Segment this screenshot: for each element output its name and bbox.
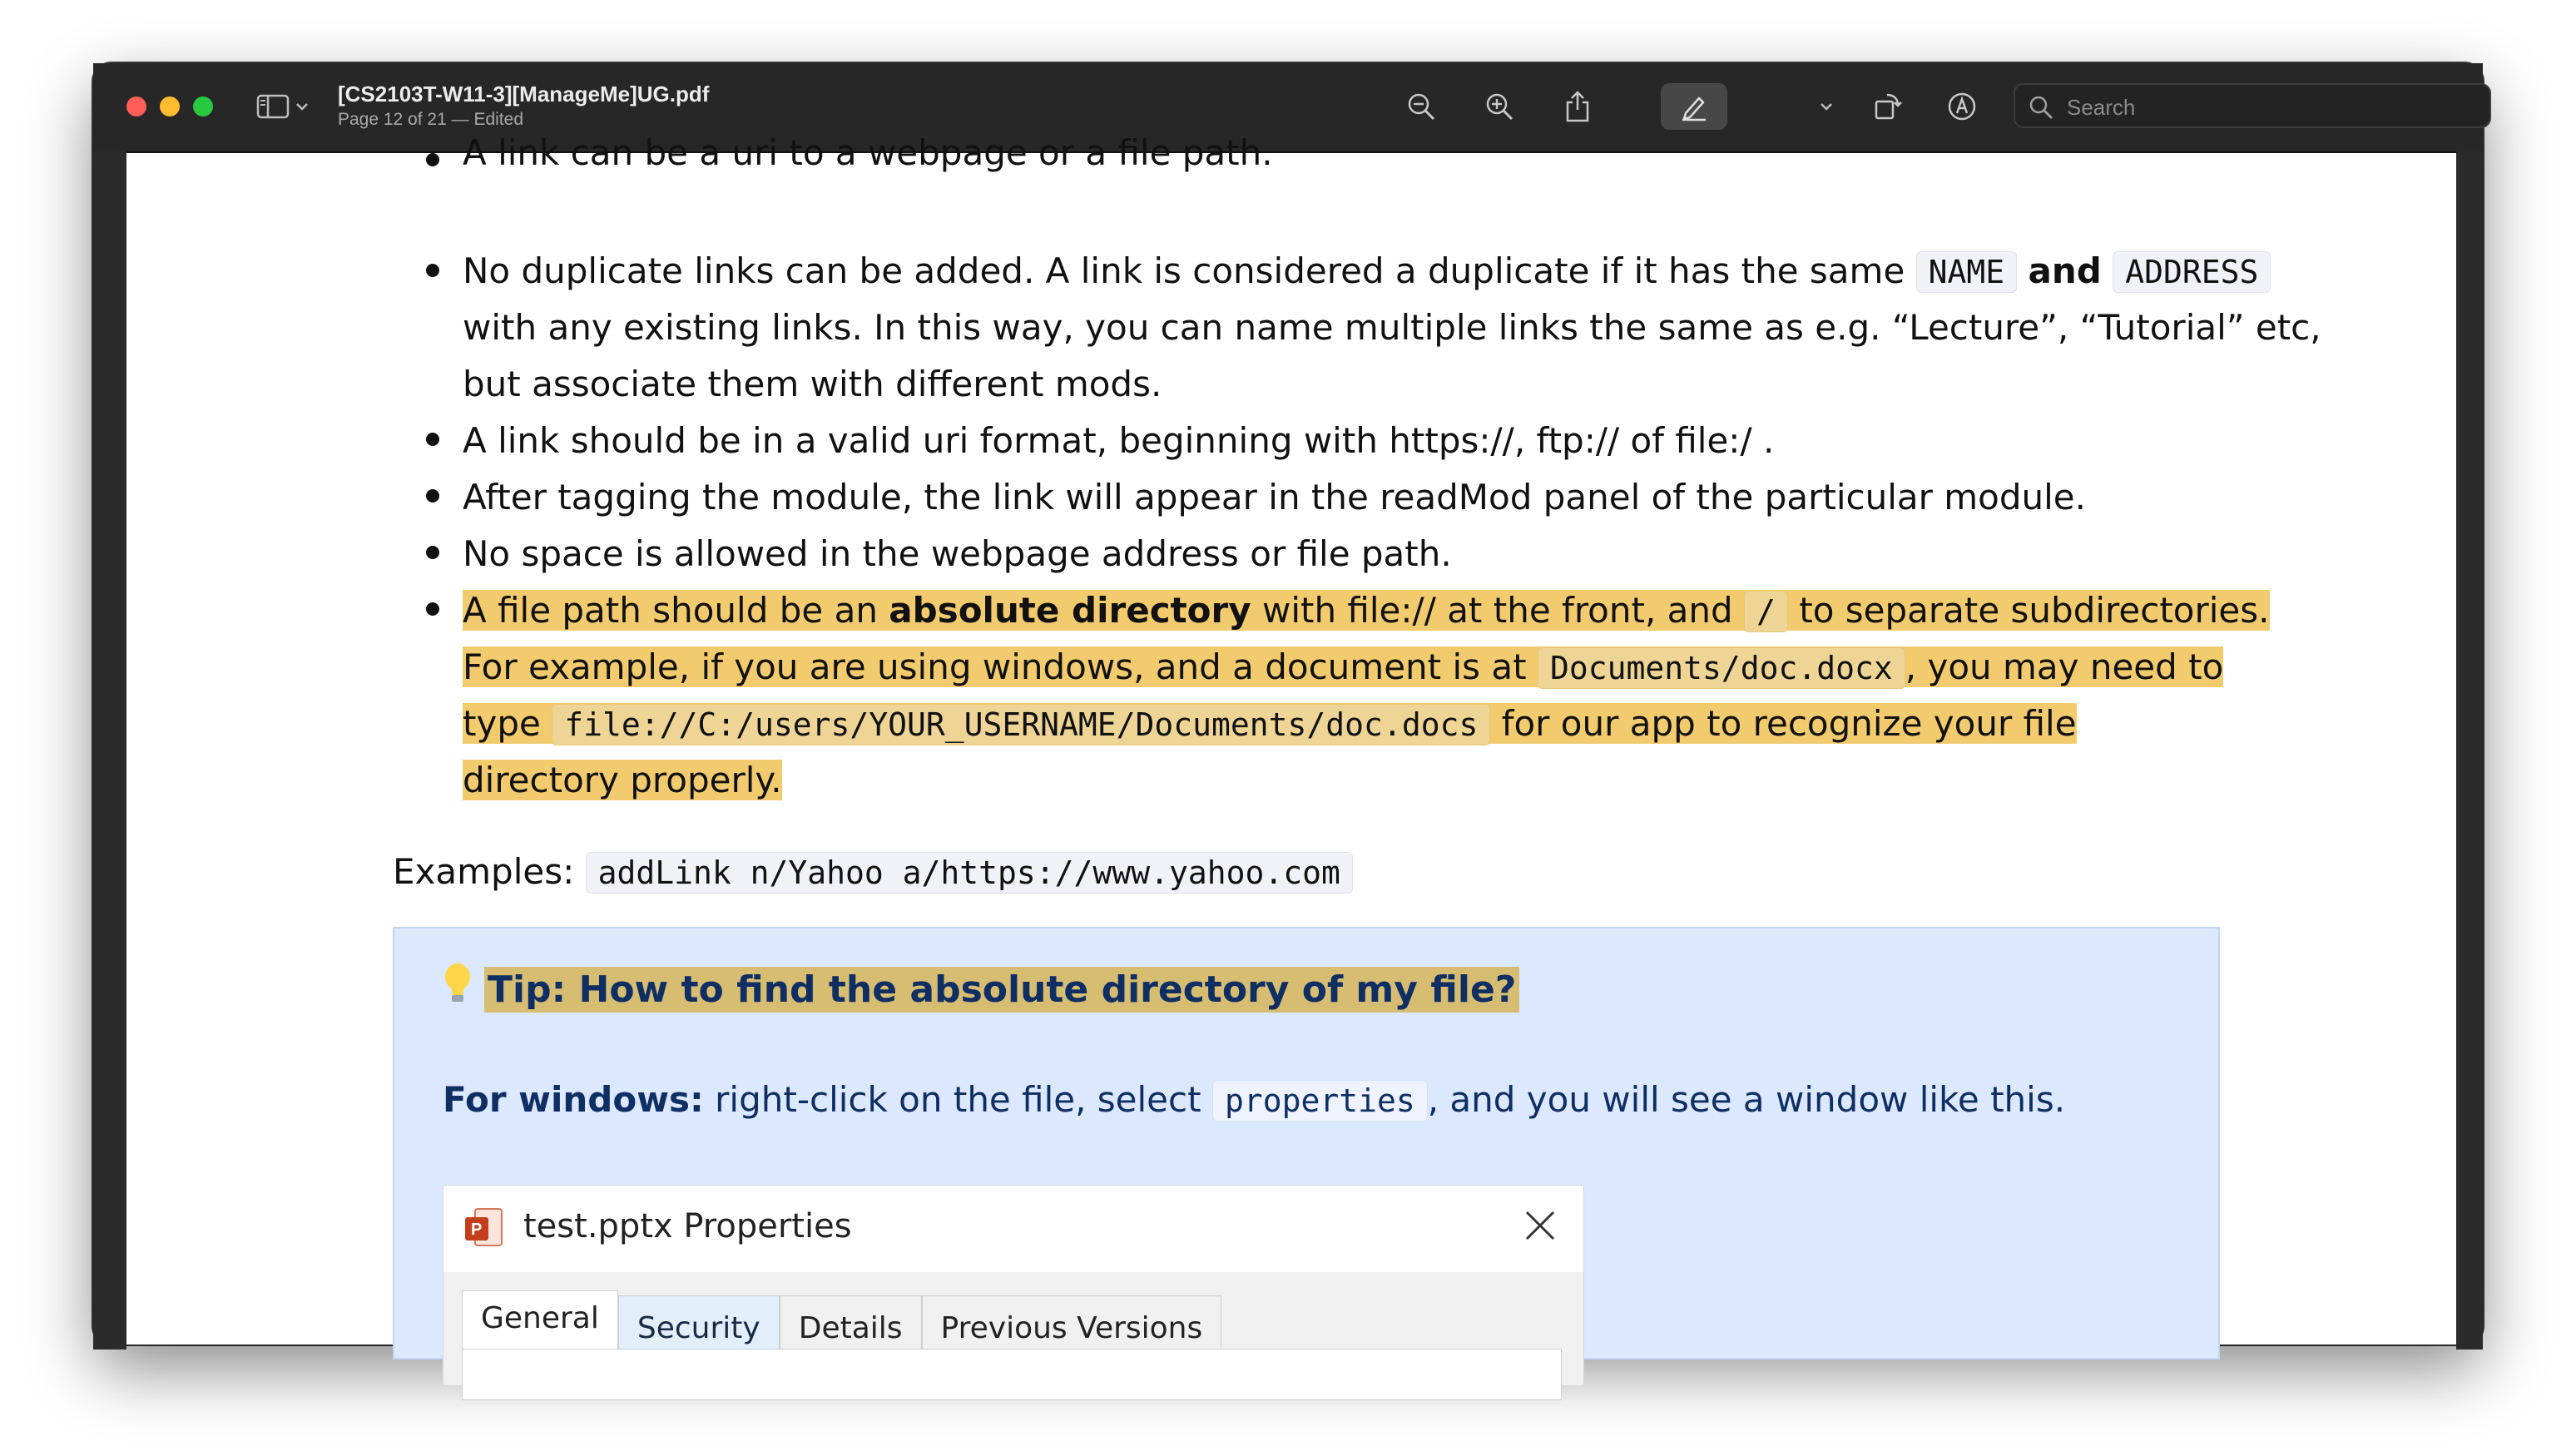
bullet-absolute-directory-line4: [463, 752, 782, 809]
search-field[interactable]: [2014, 83, 2491, 128]
search-icon: [2029, 95, 2053, 123]
bullet: [426, 489, 439, 503]
text-run: [2017, 250, 2028, 291]
bullet-absolute-directory-line3: [463, 696, 2077, 753]
inline-code-properties: properties: [1212, 1080, 1428, 1122]
inline-code-address: ADDRESS: [2113, 251, 2271, 293]
bullet-uri-format: A link should be in a valid uri format, beginning with https://, ftp:// of file:/ .: [463, 420, 1775, 461]
text-run: [2102, 250, 2113, 291]
preview-window: [93, 63, 2483, 1345]
share-icon[interactable]: [1561, 87, 1594, 126]
close-icon: [1522, 1207, 1558, 1247]
bullet: [426, 264, 439, 277]
bullet: [426, 546, 439, 559]
examples-code: addLink n/Yahoo a/https://www.yahoo.com: [586, 852, 1353, 894]
bullet: [426, 602, 439, 616]
tip-windows-label: For windows:: [443, 1079, 704, 1120]
rotate-icon[interactable]: [1870, 87, 1904, 126]
dialog-tabs: [462, 1290, 1221, 1349]
markup-chevron-down-icon[interactable]: [1819, 87, 1834, 126]
window-bezel-right: [2456, 151, 2483, 1349]
bullet-duplicate-links: [463, 243, 2271, 300]
annotate-circle-icon[interactable]: [1945, 87, 1979, 126]
bullet-absolute-directory: [463, 582, 2270, 640]
fullscreen-window-button[interactable]: [193, 97, 213, 116]
bullet-readmod-panel: After tagging the module, the link will appear in the readMod panel of the particular module.: [463, 477, 2086, 518]
inline-code-name: NAME: [1916, 251, 2018, 293]
chevron-down-icon[interactable]: [295, 87, 310, 126]
sidebar-icon[interactable]: [256, 87, 290, 126]
svg-text:P: P: [471, 1221, 483, 1239]
text-run: For example, if you are using windows, and a document is at: [463, 646, 1538, 687]
tip-title-text: Tip: How to find the absolute directory of my file?: [484, 967, 1519, 1013]
markup-pen-icon[interactable]: [1677, 87, 1711, 126]
bold-and: and: [2028, 250, 2102, 291]
title-bar: [93, 63, 2483, 153]
text-run: right-click on the file, select: [703, 1079, 1212, 1120]
examples-line: [393, 844, 1353, 901]
close-window-button[interactable]: [126, 97, 146, 116]
tab-details: Details: [780, 1295, 922, 1351]
minimize-window-button[interactable]: [160, 97, 180, 116]
text-run: A file path should be an: [463, 590, 889, 631]
text-run: , you may need to: [1905, 646, 2224, 687]
text-run: type: [463, 703, 552, 744]
bullet: [426, 433, 439, 446]
tab-previous-versions: Previous Versions: [922, 1295, 1222, 1351]
tip-body: [443, 1072, 2065, 1129]
bullet-duplicate-links-line2: with any existing links. In this way, you can name multiple links the same as e.g. “Lecture”, “Tutorial” etc,: [463, 307, 2321, 348]
examples-label: Examples:: [393, 851, 586, 892]
partial-bullet-text: A link can be a uri to a webpage or a file path.: [463, 132, 1273, 173]
bullet-duplicate-links-line3: but associate them with different mods.: [463, 364, 1162, 404]
text-run: directory properly.: [463, 760, 782, 800]
text-run: with file:// at the front, and: [1251, 590, 1745, 631]
search-input[interactable]: [2065, 92, 2534, 123]
inline-code-file-uri: file://C:/users/YOUR_USERNAME/Documents/doc.docs: [552, 704, 1490, 745]
document-title: [CS2103T-W11-3][ManageMe]UG.pdf: [338, 82, 710, 106]
text-run: , and you will see a window like this.: [1427, 1079, 2066, 1120]
dialog-title-bar: [443, 1186, 1583, 1272]
bullet: [426, 153, 439, 166]
dialog-panel: [462, 1349, 1562, 1400]
powerpoint-file-icon: [463, 1206, 505, 1254]
lightbulb-icon: [443, 962, 473, 1022]
document-subtitle: Page 12 of 21 — Edited: [338, 110, 523, 129]
tip-title: [443, 962, 1519, 1022]
text-run: to separate subdirectories.: [1787, 590, 2270, 631]
tab-general: General: [462, 1290, 618, 1354]
text-run: for our app to recognize your file: [1490, 703, 2077, 744]
window-bezel-left: [93, 151, 126, 1349]
dialog-title: test.pptx Properties: [523, 1207, 852, 1245]
pdf-page-view[interactable]: [126, 132, 2456, 1345]
properties-dialog-image: [443, 1185, 1584, 1386]
bold-absolute-directory: absolute directory: [889, 590, 1251, 631]
bullet-no-space: No space is allowed in the webpage address or file path.: [463, 533, 1452, 574]
tab-security: Security: [618, 1295, 780, 1351]
bullet-absolute-directory-line2: [463, 639, 2223, 696]
tip-box: [393, 927, 2220, 1359]
zoom-in-icon[interactable]: [1483, 87, 1516, 126]
inline-code-slash: /: [1744, 591, 1788, 632]
text-run: No duplicate links can be added. A link is considered a duplicate if it has the same: [463, 250, 1916, 291]
zoom-out-icon[interactable]: [1404, 87, 1438, 126]
inline-code-doc-path: Documents/doc.docx: [1538, 647, 1905, 689]
